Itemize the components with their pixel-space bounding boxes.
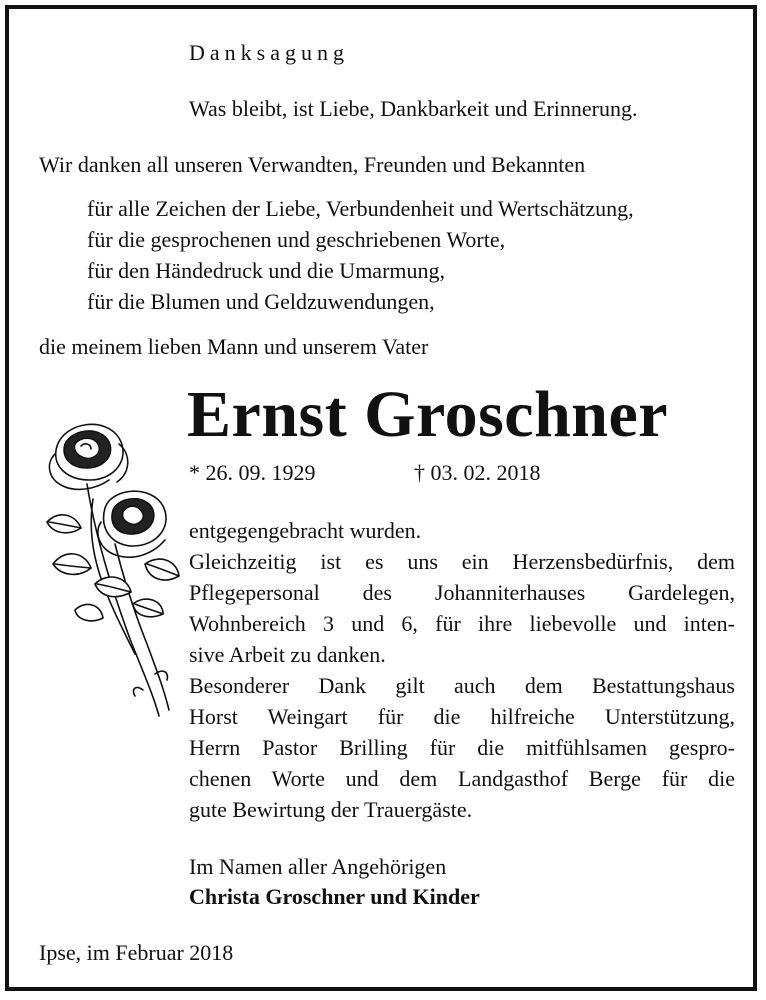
notice-heading: Danksagung (189, 40, 349, 65)
notice-intro: Wir danken all unseren Verwandten, Freunden und Bekannten (39, 152, 586, 177)
body-line: entgegengebracht wurden. (189, 518, 422, 543)
body-line: Herrn Pastor Brilling für die mitfühlsamen gespro- (189, 735, 735, 760)
deceased-name: Ernst Groschner (187, 378, 669, 451)
reason-line: für die Blumen und Geldzuwendungen, (87, 289, 435, 314)
body-line: Wohnbereich 3 und 6, für ihre liebevolle und inten- (189, 611, 735, 636)
notice-lead: die meinem lieben Mann und unserem Vater (39, 334, 429, 359)
reason-line: für die gesprochenen und geschriebenen Worte, (87, 227, 506, 252)
death-date: † 03. 02. 2018 (414, 460, 541, 485)
body-text (189, 515, 735, 825)
reasons-list (87, 193, 634, 317)
body-line: Besonderer Dank gilt auch dem Bestattungshaus (189, 673, 735, 698)
body-line: Pflegepersonal des Johanniterhauses Gardelegen, (189, 580, 735, 605)
body-line: gute Bewirtung der Trauergäste. (189, 797, 473, 822)
obituary-notice (5, 5, 757, 991)
body-line: Horst Weingart für die hilfreiche Unterstützung, (189, 704, 735, 729)
body-line: sive Arbeit zu danken. (189, 642, 386, 667)
rose-bouquet-icon (35, 414, 185, 724)
reason-line: für den Händedruck und die Umarmung, (87, 258, 446, 283)
place-date: Ipse, im Februar 2018 (39, 940, 234, 965)
reason-line: für alle Zeichen der Liebe, Verbundenheit und Wertschätzung, (87, 196, 634, 221)
notice-motto: Was bleibt, ist Liebe, Dankbarkeit und Erinnerung. (189, 96, 638, 121)
signature-names: Christa Groschner und Kinder (189, 884, 480, 909)
body-line: Gleichzeitig ist es uns ein Herzensbedürfnis, dem (189, 549, 735, 574)
signature-line: Im Namen aller Angehörigen (189, 854, 447, 879)
body-line: chenen Worte und dem Landgasthof Berge für die (189, 766, 735, 791)
birth-date: * 26. 09. 1929 (189, 460, 316, 485)
